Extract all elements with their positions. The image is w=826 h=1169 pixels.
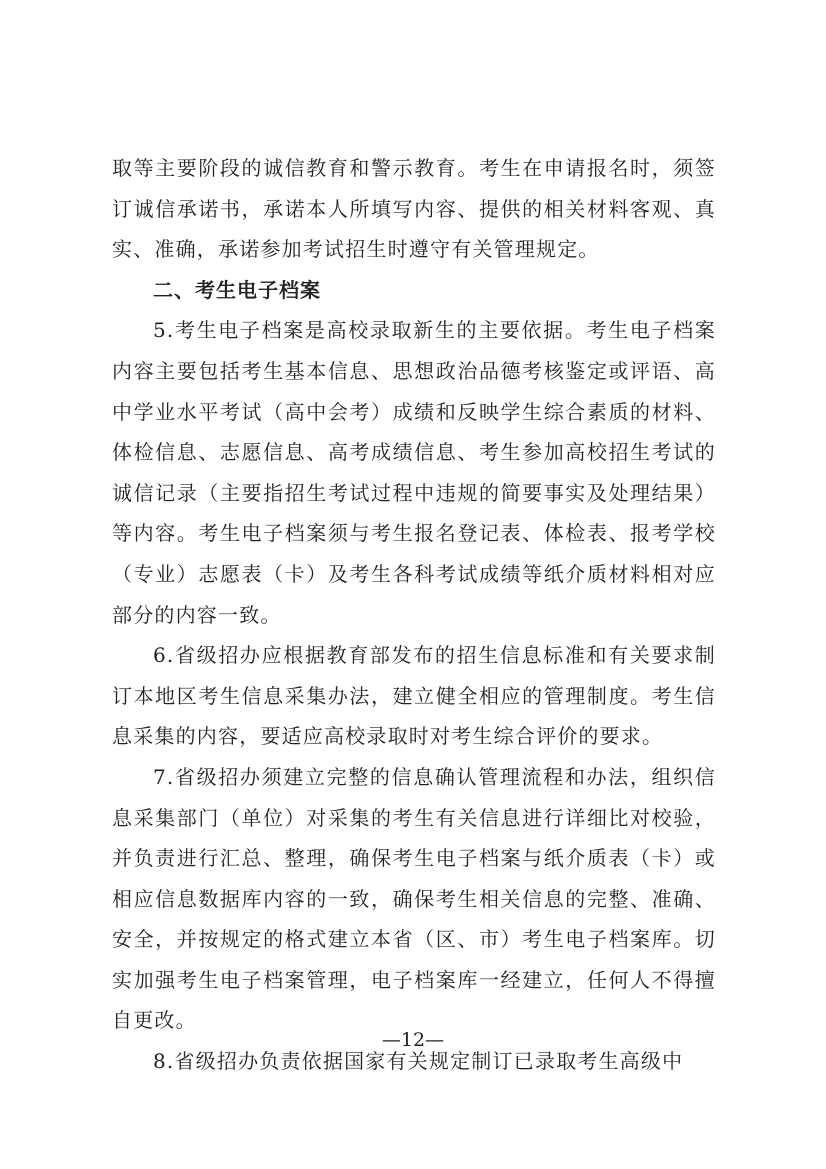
page-number: —12— <box>381 1029 445 1051</box>
paragraph-item-6: 6.省级招办应根据教育部发布的招生信息标准和有关要求制订本地区考生信息采集办法，建立健全相应的管理制度。考生信息采集的内容，要适应高校录取时对考生综合评价的要求。 <box>112 643 716 749</box>
section-heading: 二、考生电子档案 <box>153 277 321 302</box>
paragraph-continuation: 取等主要阶段的诚信教育和警示教育。考生在申请报名时，须签订诚信承诺书，承诺本人所填写内容、提供的相关材料客观、真实、准确，承诺参加考试招生时遵守有关管理规定。 <box>112 156 716 262</box>
document-body <box>112 148 716 1082</box>
paragraph-item-7: 7.省级招办须建立完整的信息确认管理流程和办法，组织信息采集部门（单位）对采集的考生有关信息进行详细比对校验，并负责进行汇总、整理，确保考生电子档案与纸介质表（卡）或相应信息数据库内容的一致，确保考生相关信息的完整、准确、安全，并按规定的格式建立本省（区、市）考生电子档案库。切实加强考生电子档案管理，电子档案库一经建立，任何人不得擅自更改。 <box>112 764 716 1033</box>
paragraph-item-5: 5.考生电子档案是高校录取新生的主要依据。考生电子档案内容主要包括考生基本信息、思想政治品德考核鉴定或评语、高中学业水平考试（高中会考）成绩和反映学生综合素质的材料、体检信息、志愿信息、高考成绩信息、考生参加高校招生考试的诚信记录（主要指招生考试过程中违规的简要事实及处理结果）等内容。考生电子档案须与考生报名登记表、体检表、报考学校（专业）志愿表（卡）及考生各科考试成绩等纸介质材料相对应部分的内容一致。 <box>112 318 716 627</box>
paragraph-item-8: 8.省级招办负责依据国家有关规定制订已录取考生高级中 <box>153 1049 684 1074</box>
